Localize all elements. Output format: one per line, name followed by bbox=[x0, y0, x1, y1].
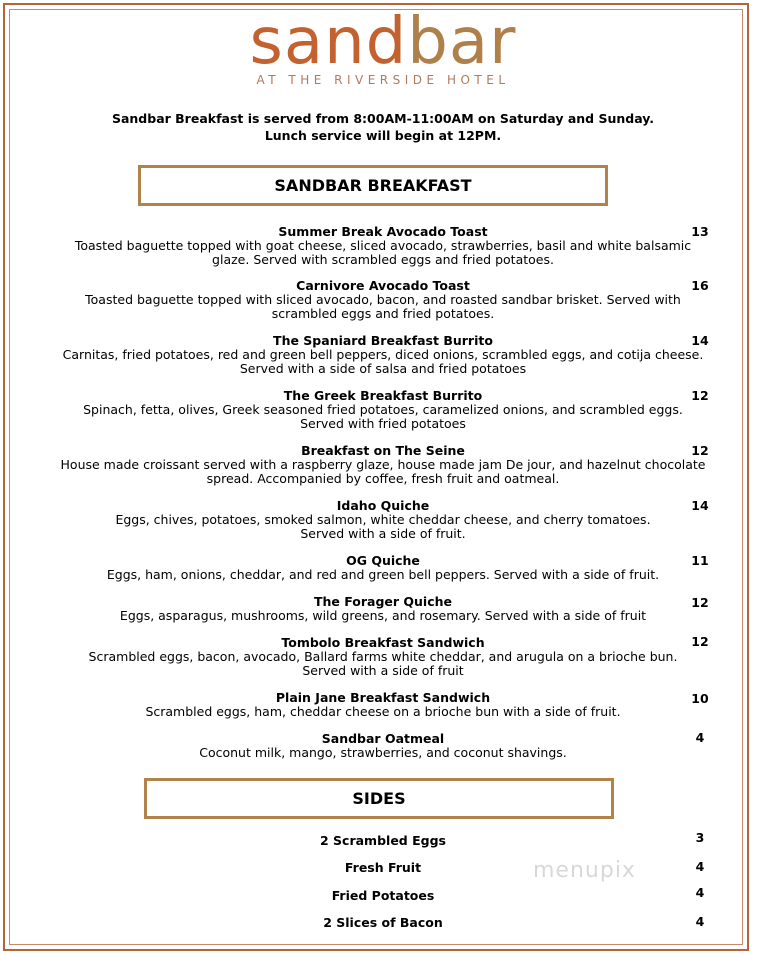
item-description: Served with a side of fruit bbox=[302, 663, 464, 678]
menu-item bbox=[70, 279, 720, 321]
menu-item bbox=[60, 443, 720, 486]
item-price: 12 bbox=[691, 388, 709, 403]
side-item-price: 4 bbox=[695, 914, 705, 929]
item-name: Tombolo Breakfast Sandwich bbox=[281, 635, 485, 650]
menu-item bbox=[70, 732, 720, 760]
item-name: OG Quiche bbox=[346, 553, 420, 568]
menupix-watermark: menupix bbox=[533, 858, 636, 883]
item-description: spread. Accompanied by coffee, fresh fruit and oatmeal. bbox=[206, 471, 560, 486]
logo-text-sand: sand bbox=[249, 5, 408, 79]
item-name: Sandbar Oatmeal bbox=[321, 731, 445, 746]
item-description: Coconut milk, mango, strawberries, and coconut shavings. bbox=[199, 745, 567, 760]
item-name: The Greek Breakfast Burrito bbox=[283, 388, 483, 403]
item-price: 14 bbox=[691, 498, 709, 513]
breakfast-section-heading: SANDBAR BREAKFAST bbox=[138, 165, 608, 206]
item-description: scrambled eggs and fried potatoes. bbox=[271, 306, 495, 321]
menu-item bbox=[70, 595, 720, 623]
item-price: 14 bbox=[691, 333, 709, 348]
menu-item bbox=[70, 691, 720, 719]
menu-item bbox=[70, 554, 720, 582]
item-name: The Spaniard Breakfast Burrito bbox=[273, 333, 493, 348]
item-description: Spinach, fetta, olives, Greek seasoned fried potatoes, caramelized onions, and scrambled eggs. bbox=[83, 402, 683, 417]
sides-section-heading: SIDES bbox=[144, 778, 614, 819]
item-description: Eggs, asparagus, mushrooms, wild greens, and rosemary. Served with a side of fruit bbox=[119, 608, 647, 623]
item-name: Carnivore Avocado Toast bbox=[296, 278, 470, 293]
item-name: Plain Jane Breakfast Sandwich bbox=[275, 690, 491, 705]
menu-item bbox=[70, 499, 720, 541]
menu-item bbox=[62, 333, 720, 376]
side-item-price: 4 bbox=[695, 859, 705, 874]
item-description: House made croissant served with a raspberry glaze, house made jam De jour, and hazelnut chocolate bbox=[60, 457, 706, 472]
item-description: Toasted baguette topped with goat cheese, sliced avocado, strawberries, basil and white balsamic bbox=[74, 238, 692, 253]
item-price: 11 bbox=[691, 553, 709, 568]
sandbar-logo bbox=[0, 6, 766, 78]
side-item-name: Fresh Fruit bbox=[344, 860, 422, 875]
item-price: 10 bbox=[691, 691, 709, 706]
item-name: Breakfast on The Seine bbox=[301, 443, 465, 458]
item-price: 4 bbox=[695, 730, 705, 745]
item-price: 16 bbox=[691, 278, 709, 293]
item-description: Served with a side of salsa and fried potatoes bbox=[239, 361, 527, 376]
item-description: Eggs, ham, onions, cheddar, and red and green bell peppers. Served with a side of fruit. bbox=[106, 567, 660, 582]
menu-item bbox=[70, 389, 720, 431]
side-item-name: Fried Potatoes bbox=[331, 888, 435, 903]
item-name: Idaho Quiche bbox=[336, 498, 430, 513]
item-description: Carnitas, fried potatoes, red and green bell peppers, diced onions, scrambled eggs, and cotija cheese. bbox=[62, 347, 704, 362]
side-item-name: 2 Scrambled Eggs bbox=[320, 833, 446, 848]
menu-item bbox=[70, 636, 720, 678]
item-description: Eggs, chives, potatoes, smoked salmon, white cheddar cheese, and cherry tomatoes. bbox=[115, 512, 651, 527]
menu-item bbox=[70, 225, 720, 267]
side-item-name: 2 Slices of Bacon bbox=[323, 915, 443, 930]
item-description: Scrambled eggs, bacon, avocado, Ballard farms white cheddar, and arugula on a brioche bun. bbox=[88, 649, 678, 664]
item-description: Served with fried potatoes bbox=[300, 416, 466, 431]
item-description: glaze. Served with scrambled eggs and fried potatoes. bbox=[212, 252, 554, 267]
item-description: Scrambled eggs, ham, cheddar cheese on a brioche bun with a side of fruit. bbox=[145, 704, 621, 719]
item-description: Toasted baguette topped with sliced avocado, bacon, and roasted sandbar brisket. Served with bbox=[85, 292, 681, 307]
item-description: Served with a side of fruit. bbox=[300, 526, 466, 541]
logo-subtitle: AT THE RIVERSIDE HOTEL bbox=[256, 73, 510, 87]
item-price: 13 bbox=[691, 224, 709, 239]
side-item-price: 3 bbox=[695, 830, 705, 845]
service-hours-line: Sandbar Breakfast is served from 8:00AM-11:00AM on Saturday and Sunday. bbox=[111, 111, 655, 126]
item-name: Summer Break Avocado Toast bbox=[278, 224, 488, 239]
side-item-price: 4 bbox=[695, 885, 705, 900]
logo-text-bar: bar bbox=[407, 5, 517, 79]
service-hours-note bbox=[0, 110, 766, 144]
lunch-service-line: Lunch service will begin at 12PM. bbox=[264, 128, 502, 143]
item-price: 12 bbox=[691, 443, 709, 458]
item-price: 12 bbox=[691, 634, 709, 649]
item-name: The Forager Quiche bbox=[313, 594, 452, 609]
item-price: 12 bbox=[691, 595, 709, 610]
